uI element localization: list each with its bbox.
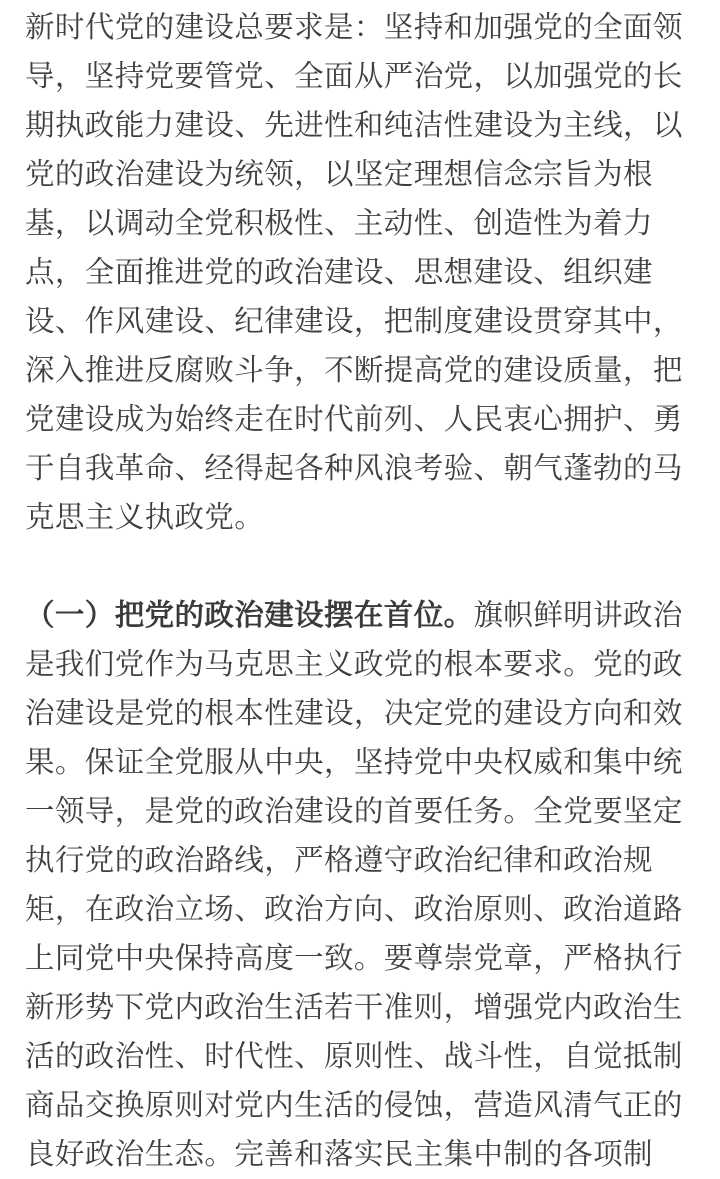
section-1-body: 旗帜鲜明讲政治是我们党作为马克思主义政党的根本要求。党的政治建设是党的根本性建设，决定党的建设方向和效果。保证全党服从中央，坚持党中央权威和集中统一领导，是党的政治建设的首要任务。全党要坚定执行党的政治路线，严格遵守政治纪律和政治规矩，在政治立场、政治方向、政治原则、政治道路上同党中央保持高度一致。要尊崇党章，严格执行新形势下党内政治生活若干准则，增强党内政治生活的政治性、时代性、原则性、战斗性，自觉抵制商品交换原则对党内生活的侵蚀，营造风清气正的良好政治生态。完善和落实民主集中制的各项制 bbox=[25, 598, 683, 1171]
paragraph-section-1 bbox=[25, 591, 693, 1179]
paragraph-general-requirements: 新时代党的建设总要求是：坚持和加强党的全面领导，坚持党要管党、全面从严治党，以加强党的长期执政能力建设、先进性和纯洁性建设为主线，以党的政治建设为统领，以坚定理想信念宗旨为根基，以调动全党积极性、主动性、创造性为着力点，全面推进党的政治建设、思想建设、组织建设、作风建设、纪律建设，把制度建设贯穿其中，深入推进反腐败斗争，不断提高党的建设质量，把党建设成为始终走在时代前列、人民衷心拥护、勇于自我革命、经得起各种风浪考验、朝气蓬勃的马克思主义执政党。 bbox=[25, 10, 683, 534]
article-body bbox=[25, 3, 693, 1179]
section-1-heading: （一）把党的政治建设摆在首位。 bbox=[25, 598, 474, 632]
